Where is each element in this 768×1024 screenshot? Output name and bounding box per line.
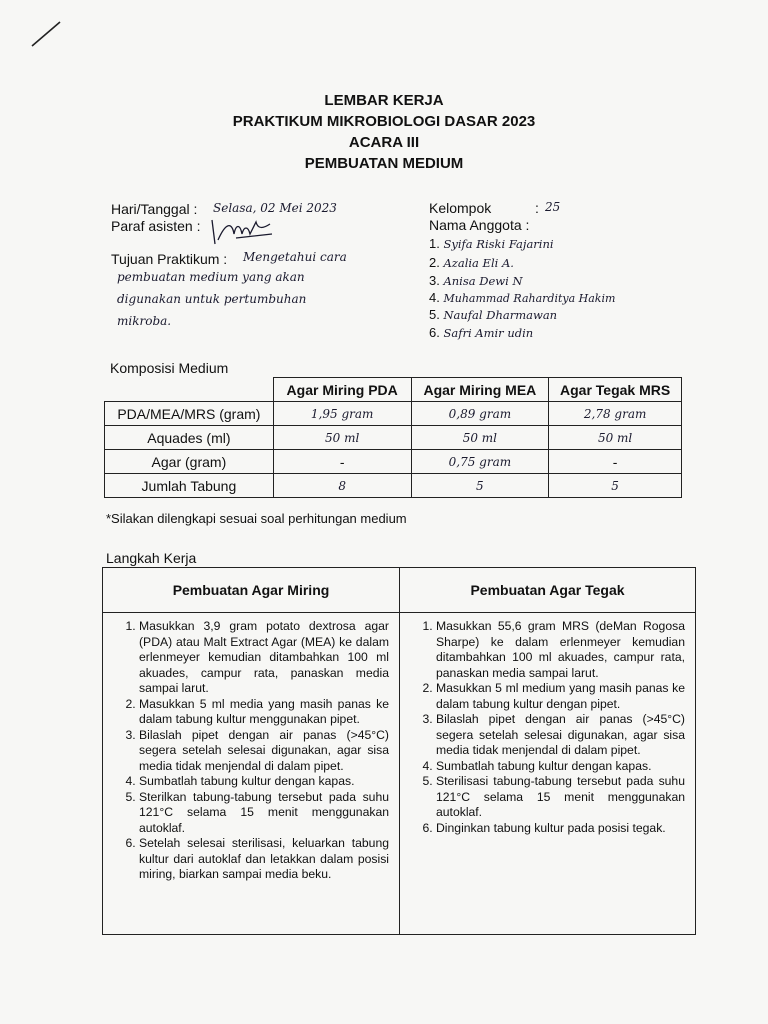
group-label: Kelompok [429,200,492,216]
purpose-line-2: pembuatan medium yang akan [117,270,305,284]
table-cell: 50 ml [549,426,682,450]
date-value: Selasa, 02 Mei 2023 [213,201,337,215]
purpose-line-4: mikroba. [117,314,172,328]
steps-list [400,613,695,836]
table-cell: 5 [411,474,549,498]
list-item: 4. Sumbatlah tabung kultur dengan kapas. [436,759,685,775]
steps-column-agar-tegak [400,568,695,934]
member-item: 1. Syifa Riski Fajarini [429,236,554,251]
column-header-agar-miring: Pembuatan Agar Miring [103,568,399,613]
table-cell: 2,78 gram [549,402,682,426]
row-label: PDA/MEA/MRS (gram) [105,402,274,426]
date-label: Hari/Tanggal : [111,201,198,217]
list-item: 2. Masukkan 5 ml medium yang masih panas ke dalam tabung kultur dengan pipet. [436,681,685,712]
table-row [105,450,682,474]
table-header-blank [105,378,274,402]
list-item: 1. Masukkan 55,6 gram MRS (deMan Rogosa Sharpe) ke dalam erlenmeyer kemudian ditambahkan 100 ml akuades, campur rata, panaskan media sampai larut. [436,619,685,681]
table-cell: - [273,450,411,474]
pen-mark-icon [30,18,64,48]
list-item: 6. Dinginkan tabung kultur pada posisi tegak. [436,821,685,837]
table-row [105,474,682,498]
table-cell: 50 ml [273,426,411,450]
column-header-pda: Agar Miring PDA [273,378,411,402]
column-header-mrs: Agar Tegak MRS [549,378,682,402]
list-item: 5. Sterilisasi tabung-tabung tersebut pada suhu 121°C selama 15 menit menggunakan autoklaf. [436,774,685,821]
column-header-agar-tegak: Pembuatan Agar Tegak [400,568,695,613]
list-item: 1. Masukkan 3,9 gram potato dextrosa agar (PDA) atau Malt Extract Agar (MEA) ke dalam erlenmeyer kemudian ditambahkan 100 ml akuades, campur rata, panaskan media sampai larut. [139,619,389,697]
list-item: 2. Masukkan 5 ml media yang masih panas ke dalam tabung kultur menggunakan pipet. [139,697,389,728]
row-label: Agar (gram) [105,450,274,474]
table-cell: 0,89 gram [411,402,549,426]
member-item: 4. Muhammad Raharditya Hakim [429,290,616,305]
signature-label: Paraf asisten : [111,218,201,234]
member-item: 6. Safri Amir udin [429,325,534,340]
table-cell: 0,75 gram [411,450,549,474]
table-cell: 8 [273,474,411,498]
row-label: Aquades (ml) [105,426,274,450]
table-row [105,426,682,450]
composition-section-title: Komposisi Medium [110,360,229,376]
row-label: Jumlah Tabung [105,474,274,498]
column-header-mea: Agar Miring MEA [411,378,549,402]
list-item: 3. Bilaslah pipet dengan air panas (>45°C) segera setelah selesai digunakan, agar sisa media tidak menjendal di dalam pipet. [139,728,389,775]
purpose-line-1: Mengetahui cara [243,250,347,264]
table-cell: - [549,450,682,474]
purpose-line-3: digunakan untuk pertumbuhan [117,292,307,306]
doc-title-4: PEMBUATAN MEDIUM [304,155,464,172]
table-row [105,402,682,426]
list-item: 5. Sterilkan tabung-tabung tersebut pada suhu 121°C selama 15 menit menggunakan autoklaf. [139,790,389,837]
table-cell: 50 ml [411,426,549,450]
table-cell: 1,95 gram [273,402,411,426]
table-header-row [105,378,682,402]
list-item: 6. Setelah selesai sterilisasi, keluarkan tabung kultur dari autoklaf dan letakkan dalam posisi miring, biarkan sampai media beku. [139,836,389,883]
group-value: 25 [545,200,561,214]
steps-section-title: Langkah Kerja [106,550,197,566]
group-separator: : [535,200,539,216]
member-item: 3. Anisa Dewi N [429,273,523,288]
signature-icon [206,214,276,248]
table-cell: 5 [549,474,682,498]
member-item: 2. Azalia Eli A. [429,255,514,270]
list-item: 4. Sumbatlah tabung kultur dengan kapas. [139,774,389,790]
steps-table [102,567,696,935]
members-label: Nama Anggota : [429,217,530,233]
doc-title-3: ACARA III [348,134,420,151]
doc-title-1: LEMBAR KERJA [324,92,444,109]
list-item: 3. Bilaslah pipet dengan air panas (>45°C) segera setelah selesai digunakan, agar sisa media tidak menjendal di dalam pipet. [436,712,685,759]
composition-note: *Silakan dilengkapi sesuai soal perhitungan medium [106,511,407,526]
composition-table [104,377,682,498]
steps-column-agar-miring [103,568,400,934]
member-item: 5. Naufal Dharmawan [429,307,558,322]
doc-title-2: PRAKTIKUM MIKROBIOLOGI DASAR 2023 [232,113,536,130]
steps-list [103,613,399,883]
purpose-label: Tujuan Praktikum : [111,251,228,267]
